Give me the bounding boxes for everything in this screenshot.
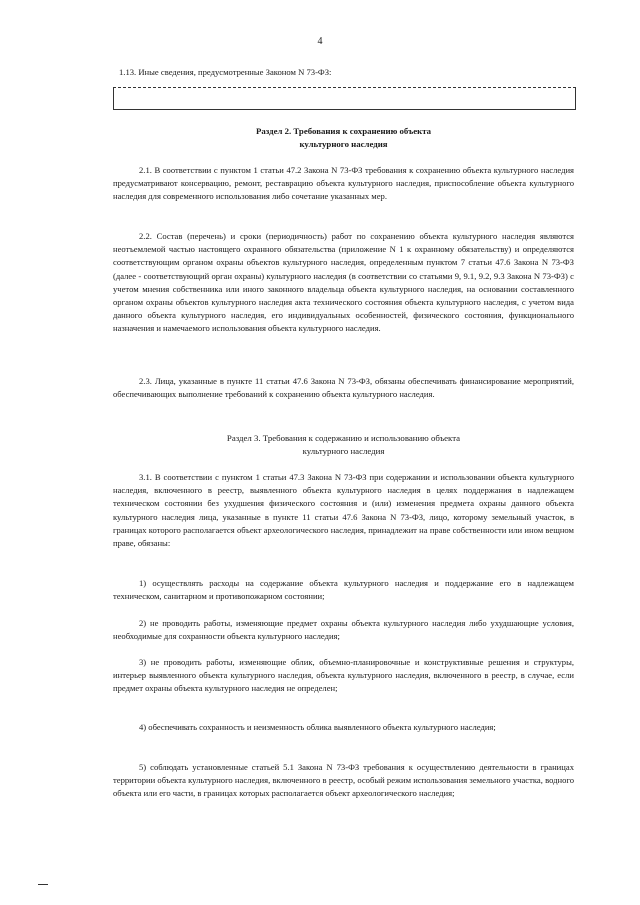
blank-field-box [113,87,576,110]
paragraph-2-2: 2.2. Состав (перечень) и сроки (периодичность) работ по сохранению объекта культурного наследия являются неотъемлемой частью настоящего охранного обязательства (приложение N 1 к охранному обязательству) и определяются соответствующим органом охраны объектов культурного наследия, определенным пунктом 7 статьи 47.6 Закона N 73-ФЗ (далее - соответствующий орган охраны) культурного наследия (в соответствии со статьями 9, 9.1, 9.2, 9.3 Закона N 73-ФЗ) с учетом мнения собственника или иного законного владельца объекта культурного наследия, на основании составленного органом охраны объектов культурного наследия акта технического состояния объекта культурного наследия, с учетом вида данного объекта культурного наследия, его индивидуальных особенностей, физического состояния, функционального назначения и намечаемого использования объекта культурного наследия. [113,231,574,334]
list-item-2: 2) не проводить работы, изменяющие предмет охраны объекта культурного наследия либо ухудшающие условия, необходимые для сохранности объекта культурного наследия; [113,618,574,642]
section-2-title-line-1: Раздел 2. Требования к сохранению объекта [255,126,432,136]
item-1-13: 1.13. Иные сведения, предусмотренные Законом N 73-ФЗ: [119,67,332,77]
paragraph-2-1: 2.1. В соответствии с пунктом 1 статьи 47.2 Закона N 73-ФЗ требования к сохранению объекта культурного наследия предусматривают консервацию, ремонт, реставрацию объекта культурного наследия, приспособление объекта культурного наследия для современного использования либо сочетание указанных мер. [113,165,574,202]
section-3-title-line-2: культурного наследия [302,446,385,456]
paragraph-3-1: 3.1. В соответствии с пунктом 1 статьи 47.3 Закона N 73-ФЗ при содержании и использовании объекта культурного наследия, включенного в реестр, выявленного объекта культурного наследия в целях поддержания в надлежащем техническом состоянии без ухудшения физического состояния и (или) изменения предмета охраны данного объекта культурного наследия лица, указанные в пункте 11 статьи 47.6 Закона N 73-ФЗ, лицо, которому земельный участок, в границах которого располагается объект археологического наследия, принадлежит на праве собственности или ином вещном праве, обязаны: [113,472,574,549]
list-item-3: 3) не проводить работы, изменяющие облик, объемно-планировочные и конструктивные решения и структуры, интерьер выявленного объекта культурного наследия, объекта культурного наследия, включенного в реестр, в случае, если предмет охраны объекта культурного наследия не определен; [113,657,574,694]
scan-edge-mark [38,884,48,885]
paragraph-2-3: 2.3. Лица, указанные в пункте 11 статьи 47.6 Закона N 73-ФЗ, обязаны обеспечивать финансирование мероприятий, обеспечивающих выполнение требований к сохранению объекта культурного наследия. [113,376,574,400]
list-item-5: 5) соблюдать установленные статьей 5.1 Закона N 73-ФЗ требования к осуществлению деятельности в границах территории объекта культурного наследия, включенного в реестр, особый режим использования земельного участка, водного объекта или его части, в границах которых располагается объект археологического наследия; [113,762,574,799]
page-number: 4 [317,36,323,47]
section-3-title-line-1: Раздел 3. Требования к содержанию и использованию объекта [226,433,461,443]
section-2-title-line-2: культурного наследия [299,139,388,149]
list-item-4: 4) обеспечивать сохранность и неизменность облика выявленного объекта культурного наследия; [139,722,496,732]
list-item-1: 1) осуществлять расходы на содержание объекта культурного наследия и поддержание его в надлежащем техническом, санитарном и противопожарном состоянии; [113,578,574,602]
